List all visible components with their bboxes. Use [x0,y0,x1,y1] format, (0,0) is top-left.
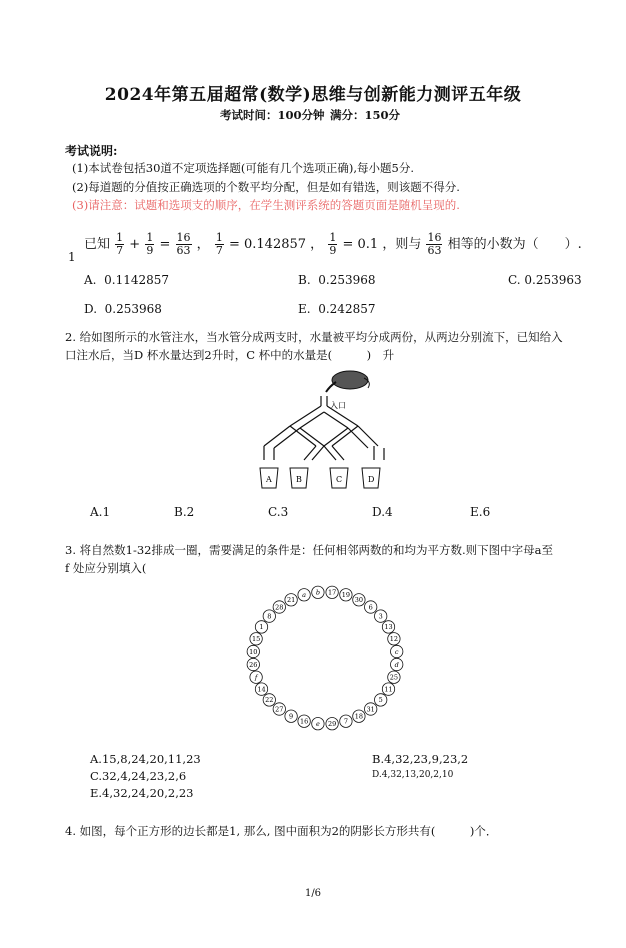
q1-eq-b: = 0.1 [342,237,379,252]
ring-node-label: e [315,720,320,728]
cup-label-c: C [336,475,343,484]
instruction-item-2: (2)每道题的分值按正确选项的个数平均分配，但是如有错选，则该题不得分. [72,180,460,194]
q3-line-1: 3. 将自然数1-32排成一圈，需要满足的条件是：任何相邻两数的和均为平方数.则下图中字母a至 [65,543,553,557]
ring-node-label: 3 [378,612,383,621]
teapot-icon [326,371,369,392]
ring-node-label: d [394,660,399,669]
q1-frac-b: $\frac{1}{9}$ [146,231,154,257]
q1-eq-a: = 0.142857 [228,237,307,252]
q1-stem: 已知 $\frac{1}{7}$ + $\frac{1}{9}$ = $\frac{16}{63}$ ， $\frac{1}{7}$ = 0.142857 ， $\frac{1}{9}$ = 0.1 ，则与 $\frac{16}{63}$ 相等的小数为（ ）. [84,231,582,257]
ring-node-label: 22 [265,696,274,705]
ring-node-label: 13 [384,623,393,632]
q2-option-e[interactable]: E.6 [470,505,491,519]
ring-node-label: 19 [341,591,351,600]
q1-frac-f: $\frac{16}{63}$ [427,231,442,257]
q1-frac-a: $\frac{1}{7}$ [116,231,124,257]
ring-node-label: 8 [267,612,272,621]
ring-node-label: 14 [257,685,266,694]
cup-label-a: A [266,475,272,484]
ring-node-label: 31 [366,705,375,714]
ring-node-label: 11 [384,685,393,694]
instruction-item-3: (3)请注意：试题和选项支的顺序，在学生测评系统的答题页面是随机呈现的. [72,198,460,212]
ring-node-label: c [394,647,399,656]
ring-node-label: 27 [275,705,284,714]
q3-line-2: f 处应分别填入( [65,561,147,575]
q1-frac-e: $\frac{1}{9}$ [329,231,337,257]
ring-node-label: 25 [389,673,399,682]
q2-option-a[interactable]: A.1 [90,505,111,519]
q1-option-c[interactable]: C. 0.253963 [508,273,582,287]
ring-node-label: 1 [259,623,264,632]
ring-node-label: 21 [286,596,296,605]
ring-node-label: 30 [354,596,364,605]
ring-node-label: 9 [289,712,294,721]
ring-node-label: 12 [389,635,399,644]
cup-label-d: D [368,475,375,484]
ring-node-label: a [302,591,307,600]
q1-prefix: 已知 [84,237,111,252]
q1-frac-d: $\frac{1}{7}$ [215,231,223,257]
ring-node-label: 29 [327,720,337,728]
q1-option-e[interactable]: E. 0.242857 [298,302,376,316]
q3-option-a[interactable]: A.15,8,24,20,11,23 [90,752,201,766]
q2-line-1: 2. 给如图所示的水管注水，当水管分成两支时，水量被平均分成两份，从两边分别流下，已知给入 [65,330,563,344]
q1-option-a[interactable]: A. 0.1142857 [84,273,170,287]
ring-node-label: 26 [249,660,258,669]
instructions-heading: 考试说明: [65,144,118,158]
ring-node-label: 10 [249,647,258,656]
q3-option-c[interactable]: C.32,4,24,23,2,6 [90,769,187,783]
ring-node-label: 5 [378,696,383,705]
instruction-item-1: (1)本试卷包括30道不定项选择题(可能有几个选项正确),每小题5分. [72,161,415,175]
ring-node-label: f [254,673,258,682]
q2-option-b[interactable]: B.2 [174,505,195,519]
ring-node-label: 15 [251,635,261,644]
q4-text: 4. 如图，每个正方形的边长都是1, 那么, 图中面积为2的阴影长方形共有( )个． [65,824,498,838]
full-score: 满分：150分 [330,108,401,122]
q1-option-d[interactable]: D. 0.253968 [84,302,162,316]
number-circle-diagram [240,578,410,738]
q3-option-b[interactable]: B.4,32,23,9,23,2 [372,752,469,766]
ring-node-label: 7 [343,717,348,726]
ring-node-label: 17 [327,588,337,597]
q2-option-c[interactable]: C.3 [268,505,289,519]
q1-frac-c: $\frac{16}{63}$ [176,231,191,257]
ring-node-label: 16 [299,717,309,726]
q1-option-b[interactable]: B. 0.253968 [298,273,376,287]
cup-label-b: B [296,475,302,484]
ring-node-label: b [315,588,320,597]
ring-node-label: 6 [368,603,373,612]
ring-node-label: 28 [275,603,284,612]
exam-time: 考试时间：100分钟 [220,108,325,122]
pipe-diagram [250,368,390,498]
pipe-network [264,396,384,460]
number-ring [247,586,403,730]
q3-option-d[interactable]: D.4,32,13,20,2,10 [372,770,454,780]
ring-node-label: 18 [354,712,364,721]
q2-line-2: 口注水后，当D 杯水量达到2升时，C 杯中的水量是( ) 升 [65,348,395,362]
page-number: 1/6 [304,888,322,899]
q3-option-e[interactable]: E.4,32,24,20,2,23 [90,786,194,800]
inlet-label: 入口 [330,401,346,410]
page-title: 2024年第五届超常(数学)思维与创新能力测评五年级 [104,85,522,105]
q2-option-d[interactable]: D.4 [372,505,393,519]
q1-number: 1 [68,250,76,264]
